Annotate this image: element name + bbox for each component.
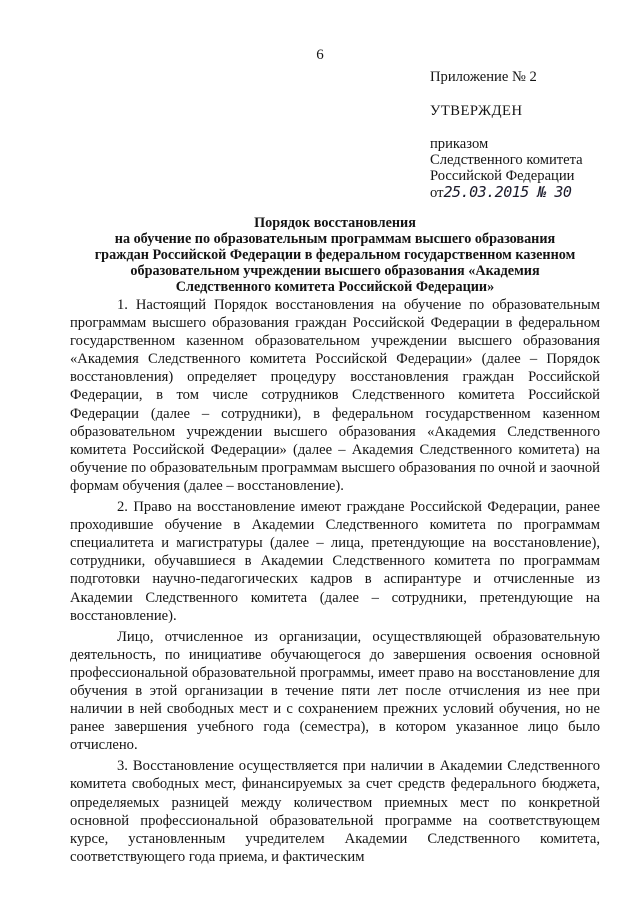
order-ref-handwritten: 25.03.2015 № 30 [443,183,572,202]
order-line-3: Российской Федерации [430,168,575,185]
paragraph-4: 3. Восстановление осуществляется при наличии в Академии Следственного комитета свободных мест, финансируемых за счет средств федерального бюджета, определяемых разницей между количеством приемных мест по конкретной основной профессиональной образовательной программе на соответствующем курсе, установленным учредителем Академии Следственного комитета, соответствующего года приема, и фактическим [70,758,600,865]
paragraph-3: Лицо, отчисленное из организации, осуществляющей образовательную деятельность, по инициативе обучающегося до завершения освоения основной профессиональной образовательной программы, имеет право на восстановление для обучения в этой организации в течение пяти лет после отчисления из нее при наличии в ней свободных мест и с сохранением прежних условий обучения, но не ранее завершения учебного года (семестра), в котором указанное лицо было отчислено. [70,628,600,754]
document-body [70,296,600,869]
title-line-1: Порядок восстановления [254,215,416,231]
order-ref-prefix: от [430,185,444,202]
appendix-label: Приложение № 2 [430,69,537,85]
document-title [60,215,610,295]
title-line-3: граждан Российской Федерации в федеральном государственном казенном [94,247,576,263]
title-line-5: Следственного комитета Российской Федерации» [175,279,495,295]
order-line-1: приказом [430,136,489,153]
title-line-2: на обучение по образовательным программам высшего образования [114,231,556,247]
title-line-4: образовательном учреждении высшего образования «Академия [130,263,540,279]
order-reference [430,184,630,201]
order-line-2: Следственного комитета [430,152,583,169]
approved-stamp-text: УТВЕРЖДЕН [430,103,523,120]
page-number: 6 [316,47,324,63]
paragraph-1: 1. Настоящий Порядок восстановления на обучение по образовательным программам высшего образования граждан Российской Федерации в федеральном государственном казенном образовательном учреждении высшего образования «Академия Следственного комитета Российской Федерации» (далее – Порядок восстановления) определяет процедуру восстановления граждан Российской Федерации, в том числе сотрудников Следственного комитета Российской Федерации (далее – сотрудники), в федеральном государственном казенном образовательном учреждении высшего образования «Академия Следственного комитета Российской Федерации» (далее – Академия Следственного комитета) на обучение по образовательным программам высшего образования по очной и заочной формам обучения (далее – восстановление). [70,297,600,494]
appendix-block [430,68,630,201]
paragraph-2: 2. Право на восстановление имеют граждане Российской Федерации, ранее проходившие обучение в Академии Следственного комитета по программам специалитета и магистратуры (далее – лица, претендующие на восстановление), сотрудники, обучавшиеся в Академии Следственного комитета по программам подготовки научно-педагогических кадров в аспирантуре и отчисленные из Академии Следственного комитета (далее – сотрудники, претендующие на восстановление). [70,499,600,624]
